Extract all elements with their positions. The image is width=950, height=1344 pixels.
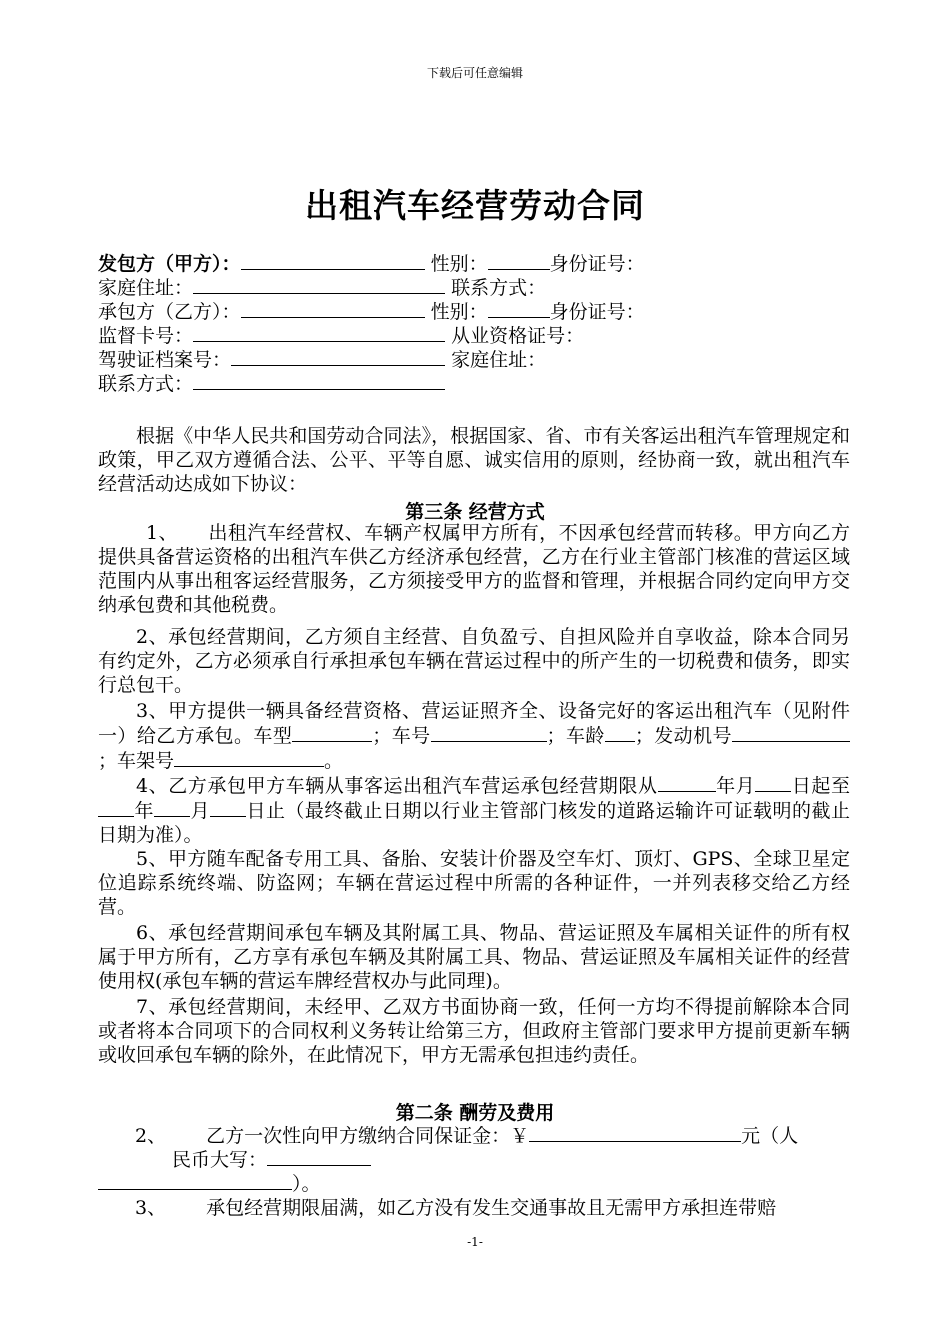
party-a-gender-blank[interactable] (488, 251, 550, 270)
item-4-year-2: 年 (134, 800, 154, 822)
section-3-item-1 (98, 521, 850, 617)
party-b-gender-blank[interactable] (488, 299, 550, 318)
end-year-blank[interactable] (98, 798, 134, 817)
deposit-row (135, 1123, 798, 1148)
item-1-number: 1、 (146, 522, 178, 544)
item-3-frame-label: ；车架号 (98, 750, 175, 772)
supervision-card-blank[interactable] (193, 323, 445, 342)
item-3-age-label: ；车龄 (546, 725, 605, 747)
page-number: -1- (467, 1235, 483, 1249)
deposit-capital-blank-2[interactable] (98, 1171, 292, 1190)
vehicle-age-blank[interactable] (605, 723, 635, 742)
party-a-id-label: 身份证号： (549, 253, 645, 275)
section-3-item-5: 5、甲方随车配备专用工具、备胎、安装计价器及空车灯、顶灯、GPS、全球卫星定位追踪系统终端、防盗网；车辆在营运过程中所需的各种证件，一并列表移交给乙方经营。 (98, 848, 850, 918)
party-a-label: 发包方（甲方）： (98, 253, 241, 275)
section-3-heading: 第三条 经营方式 (405, 501, 545, 523)
party-a-address-blank[interactable] (193, 275, 445, 294)
party-a-row (98, 251, 645, 276)
party-a-address-label: 家庭住址： (98, 277, 194, 299)
item-4-text: 4、乙方承包甲方车辆从事客运出租汽车营运承包经营期限从 (136, 775, 658, 797)
license-file-blank[interactable] (231, 347, 445, 366)
license-row (98, 347, 546, 372)
item-3-engine-label: ；发动机号 (634, 725, 732, 747)
item-4-year-1: 年 (715, 775, 736, 797)
item-4-from-label: 日起至 (791, 775, 850, 797)
header-note: 下载后可任意编辑 (426, 66, 523, 80)
item-3b-number: 3、 (135, 1197, 167, 1219)
party-a-name-blank[interactable] (241, 251, 425, 270)
section-3-item-7: 7、承包经营期间，未经甲、乙双方书面协商一致，任何一方均不得提前解除本合同或者将本合同项下的合同权利义务转让给第三方，但政府主管部门要求甲方提前更新车辆或收回承包车辆的除外，在此情况下，甲方无需承包担违约责任。 (98, 996, 850, 1066)
deposit-number: 2、 (135, 1125, 167, 1147)
party-b-name-blank[interactable] (241, 299, 425, 318)
frame-number-blank[interactable] (174, 748, 324, 767)
section-3-item-6: 6、承包经营期间承包车辆及其附属工具、物品、营运证照及车属相关证件的所有权属于甲方所有，乙方享有承包车辆及其附属工具、物品、营运证照及车属相关证件的经营使用权(承包车辆的营运车牌经营权办与此同理)。 (98, 922, 850, 992)
supervision-card-label: 监督卡号： (98, 325, 194, 347)
party-b-contact-blank[interactable] (193, 371, 445, 390)
party-b-id-label: 身份证号： (549, 301, 645, 323)
item-1-text: 出租汽车经营权、车辆产权属甲方所有，不因承包经营而转移。甲方向乙方提供具备营运资格的出租汽车供乙方经济承包经营，乙方在行业主管部门核准的营运区域范围内从事出租客运经营服务，乙方须接受甲方的监督和管理，并根据合同约定向甲方交纳承包费和其他税费。 (98, 522, 850, 616)
deposit-text: 乙方一次性向甲方缴纳合同保证金：￥ (206, 1125, 530, 1147)
deposit-capital-blank[interactable] (267, 1147, 371, 1166)
party-b-contact-label: 联系方式： (98, 373, 194, 395)
deposit-capital-row (172, 1147, 371, 1172)
end-month-blank[interactable] (154, 798, 190, 817)
intro-paragraph: 根据《中华人民共和国劳动合同法》，根据国家、省、市有关客运出租汽车管理规定和政策，甲乙双方遵循合法、公平、平等自愿、诚实信用的原则，经协商一致，就出租汽车经营活动达成如下协议： (98, 425, 850, 495)
item-3-text: 3、甲方提供一辆具备经营资格、营运证照齐全、设备完好的客运出租汽车（见附件一）给乙方承包。车型 (98, 700, 850, 747)
item-4-end: 日止（最终截止日期以行业主管部门核发的道路运输许可证载明的截止日期为准）。 (98, 800, 850, 846)
deposit-capital-end: ）。 (292, 1173, 321, 1195)
party-a-gender-label: 性别： (430, 253, 488, 275)
qualification-label: 从业资格证号： (451, 325, 585, 347)
party-a-address-row (98, 275, 546, 300)
section-3-item-4 (98, 773, 850, 847)
section-2-heading: 第二条 酬劳及费用 (395, 1102, 555, 1124)
deposit-amount-blank[interactable] (529, 1123, 741, 1142)
party-b-address-label: 家庭住址： (451, 349, 547, 371)
supervision-row (98, 323, 584, 348)
section-3-item-2: 2、承包经营期间，乙方须自主经营、自负盈亏、自担风险并自享收益，除本合同另有约定外，乙方必须承自行承担承包车辆在营运过程中的所产生的一切税费和债务，即实行总包干。 (98, 626, 850, 696)
party-a-contact-label: 联系方式： (451, 277, 547, 299)
vehicle-model-blank[interactable] (292, 723, 372, 742)
item-3-plate-label: ；车号 (372, 725, 431, 747)
deposit-capital-cont (98, 1171, 321, 1196)
party-b-gender-label: 性别： (430, 301, 488, 323)
engine-number-blank[interactable] (732, 723, 850, 742)
end-day-blank[interactable] (210, 798, 246, 817)
item-4-month-1: 月 (735, 775, 756, 797)
plate-number-blank[interactable] (431, 723, 547, 742)
license-file-label: 驾驶证档案号： (98, 349, 232, 371)
party-b-row (98, 299, 645, 324)
party-b-label: 承包方（乙方）： (98, 301, 241, 323)
party-b-contact-row (98, 371, 445, 396)
deposit-capital-label: 民币大写： (172, 1149, 268, 1171)
start-year-blank[interactable] (658, 773, 716, 792)
deposit-unit: 元（人 (741, 1125, 799, 1147)
item-4-month-2: 月 (189, 800, 210, 822)
item-3b-text: 承包经营期限届满，如乙方没有发生交通事故且无需甲方承担连带赔 (206, 1197, 777, 1219)
section-3-item-3 (98, 699, 850, 773)
document-title: 出租汽车经营劳动合同 (305, 186, 645, 225)
section-2-item-3 (135, 1196, 776, 1220)
item-3-end: 。 (324, 750, 344, 772)
start-month-blank[interactable] (755, 773, 791, 792)
